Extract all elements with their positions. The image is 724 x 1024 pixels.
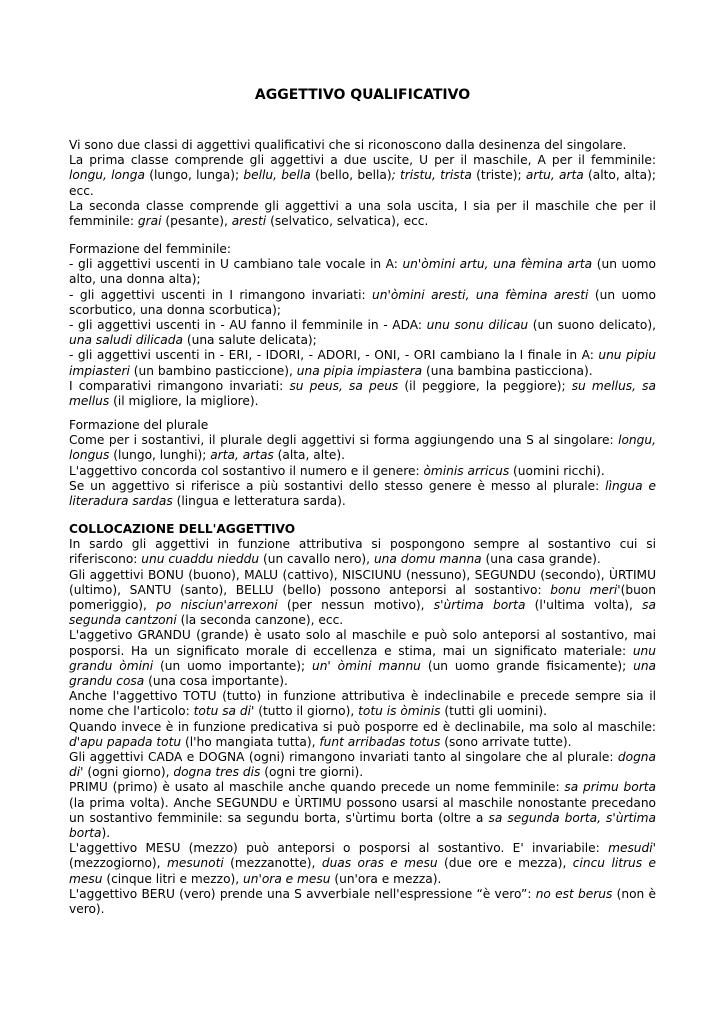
example-term: unu pipiu impiasteri [69,348,656,378]
example-term: ; tristu, trista [391,168,472,183]
plurale-section [69,418,656,509]
intro-line: Vi sono due classi di aggettivi qualificativi che si riconoscono dalla desinenza del singolare. [69,138,627,152]
rule-text: (l'ultima volta), [525,598,643,613]
rule-text: (buon pomeriggio), [69,582,656,613]
example-term: duas oras e mesu [321,856,438,871]
rule-text: - gli aggettivi uscenti in I rimangono invariati: [69,287,373,302]
rule-text: (un uomo alto, una donna alta); [69,257,657,287]
example-term: longu, longa [69,168,145,183]
example-term: totu is òminis [358,704,441,719]
example-term: dogna di' [69,750,656,780]
rule-text: (una cosa importante). [144,674,288,689]
example-term: sa segunda borta, s'ùrtima borta [69,810,656,841]
example-term: unu cuaddu nieddu [141,552,260,567]
example-term: s'ùrtima borta [433,598,526,613]
example-term: d'apu papada totu [69,734,182,749]
example-term: bellu, bella [243,168,311,183]
rule-text: (mezzogiorno), [69,856,167,871]
rule-text: (mezzanotte), [223,856,322,871]
rule-text: (una salute delicata); [182,333,317,348]
example-term: po nisciun'arrexoni [156,598,278,613]
intro-text: (alto, alta); ecc. [69,168,656,198]
example-term: unu sonu dilicau [426,318,529,333]
rule-text: (una casa grande). [481,552,601,567]
rule-text: (uomini ricchi). [509,463,605,478]
intro-paragraph [69,138,656,229]
example-term: su peus, sa peus [289,378,399,393]
example-term: mesunoti [166,856,224,871]
example-term: una grandu cosa [69,658,657,689]
example-term: un'òmini aresti, una fèmina aresti [372,287,589,302]
example-term: no est berus [535,886,613,901]
rule-text: L'aggettivo MESU (mezzo) può anteporsi o posporsi al sostantivo. E' invariabile: [69,841,609,856]
rule-text: (due ore e mezza), [437,856,573,871]
rule-text: L'aggetivo GRANDU (grande) è usato solo al maschile e può solo anteporsi al sostantivo, mai posporsi. Ha un significato morale di eccellenza e stima, mai un significato materiale: [69,628,656,658]
rule-text: (la seconda canzone), ecc. [176,613,344,628]
rule-text: ). [101,826,111,841]
rule-text: L'aggettivo concorda col sostantivo il numero e il genere: [69,463,424,478]
intro-text: (lungo, lunga); [144,168,244,183]
rule-text: (il peggiore, la peggiore); [398,378,572,393]
rule-text: (la prima volta). Anche SEGUNDU e ÙRTIMU possono usarsi al maschile nonostante precedano un sostantivo femminile: sa segundu borta, s'ùrtimu borta (oltre a [69,795,656,825]
rule-text: (il migliore, la migliore). [109,394,259,409]
rule-text: Come per i sostantivi, il plurale degli aggettivi si forma aggiungendo una S al singolare: [69,433,619,448]
rule-text: (tutti gli uomini). [440,704,548,719]
example-term: dogna tres dis [173,765,261,780]
rule-text: (lingua e letteratura sarda). [172,494,346,509]
rule-text: (un bambino pasticcione), [129,363,297,378]
collocazione-section [69,522,656,917]
rule-text: - gli aggettivi uscenti in U cambiano tale vocale in A: [69,257,403,272]
example-term: unu grandu òmini [69,643,656,673]
rule-text: (sono arrivate tutte). [440,734,572,749]
rule-text: (un uomo importante); [153,658,312,673]
rule-text: (l'ho mangiata tutta), [181,734,320,749]
example-term: aresti [231,214,267,229]
rule-text: Gli aggettivi BONU (buono), MALU (cattivo), NISCIUNU (nessuno), SEGUNDU (secondo), ÙRTIMU (ultimo), SANTU (santo), BELLU (bello) possono anteporsi al sostantivo: [69,567,656,597]
rule-text: (un'ora e mezza). [330,871,442,886]
intro-text: (triste); [471,168,526,183]
example-term: òminis arricus [423,463,510,478]
example-term: mesudi' [608,841,656,856]
example-term: cincu litrus e mesu [69,856,656,886]
example-term: sa primu borta [564,780,656,795]
section-heading-bold: COLLOCAZIONE DELL'AGGETTIVO [69,522,296,536]
example-term: totu sa di' [193,704,255,719]
rule-text: (ogni giorno), [83,765,174,780]
example-term: artu, arta [525,168,584,183]
example-term: una domu manna [373,552,482,567]
rule-text: (alta, alte). [273,448,346,463]
example-term: una pipia impiastera [296,363,423,378]
section-heading: Formazione del plurale [69,418,209,432]
rule-text: (un uomo scorbutico, una donna scorbutica); [69,287,656,317]
rule-text: - gli aggettivi uscenti in - ERI, - IDORI, - ADORI, - ONI, - ORI cambiano la I finale in A: [69,348,599,363]
rule-text: PRIMU (primo) è usato al maschile anche quando precede un nome femminile: [69,780,565,795]
example-term: funt arribadas totus [319,734,441,749]
rule-text: Se un aggettivo si riferisce a più sostantivi dello stesso genere è messo al plurale: [69,478,606,493]
example-term: una saludi dilicada [69,333,183,348]
rule-text: Gli aggettivi CADA e DOGNA (ogni) rimangono invariati tanto al singolare che al plurale: [69,750,618,765]
example-term: sa segunda cantzoni [69,598,656,628]
rule-text: (un suono delicato), [528,318,656,333]
example-term: grai [137,214,162,229]
example-term: lìngua e literadura sardas [69,478,656,509]
rule-text: (non è vero). [69,886,657,917]
rule-text: I comparativi rimangono invariati: [69,378,290,393]
rule-text: Quando invece è in funzione predicativa si può posporre ed è declinabile, ma solo al maschile: [69,719,656,734]
rule-text: (ogni tre giorni). [260,765,364,780]
rule-text: (una bambina pasticciona). [422,363,593,378]
example-term: un'òmini artu, una fèmina arta [402,257,593,272]
section-heading: Formazione del femminile: [69,242,232,256]
intro-text: La seconda classe comprende gli aggettivi a una sola uscita, I sia per il maschile che per il femminile: [69,198,656,229]
rule-text: (un uomo grande fisicamente); [420,658,634,673]
page-title: AGGETTIVO QUALIFICATIVO [254,87,471,103]
rule-text: - gli aggettivi uscenti in - AU fanno il femminile in - ADA: [69,318,427,333]
intro-text: (pesante), [161,214,232,229]
example-term: su mellus, sa mellus [69,378,656,409]
rule-text: (un cavallo nero), [259,552,374,567]
example-term: bonu meri' [550,582,621,597]
rule-text: (lungo, lunghi); [109,448,211,463]
rule-text: (per nessun motivo), [277,598,434,613]
rule-text: (cinque litri e mezzo), [102,871,244,886]
example-term: arta, artas [210,448,274,463]
rule-text: L'aggettivo BERU (vero) prende una S avverbiale nell'espressione “è vero”: [69,886,536,901]
rule-text: Anche l'aggettivo TOTU (tutto) in funzione attributiva è indeclinabile e precede sempre sia il nome che l'articolo: [69,689,656,719]
femminile-section [69,242,656,409]
intro-text: La prima classe comprende gli aggettivi a due uscite, U per il maschile, A per il femminile: [69,153,656,168]
example-term: longu, longus [69,433,656,463]
rule-text: In sardo gli aggettivi in funzione attributiva si pospongono sempre al sostantivo cui si riferiscono: [69,537,656,567]
example-term: un' òmini mannu [311,658,421,673]
intro-text: (bello, bella) [310,168,392,183]
rule-text: (tutto il giorno), [254,704,359,719]
example-term: un'ora e mesu [243,871,331,886]
intro-text: (selvatico, selvatica), ecc. [266,214,429,229]
